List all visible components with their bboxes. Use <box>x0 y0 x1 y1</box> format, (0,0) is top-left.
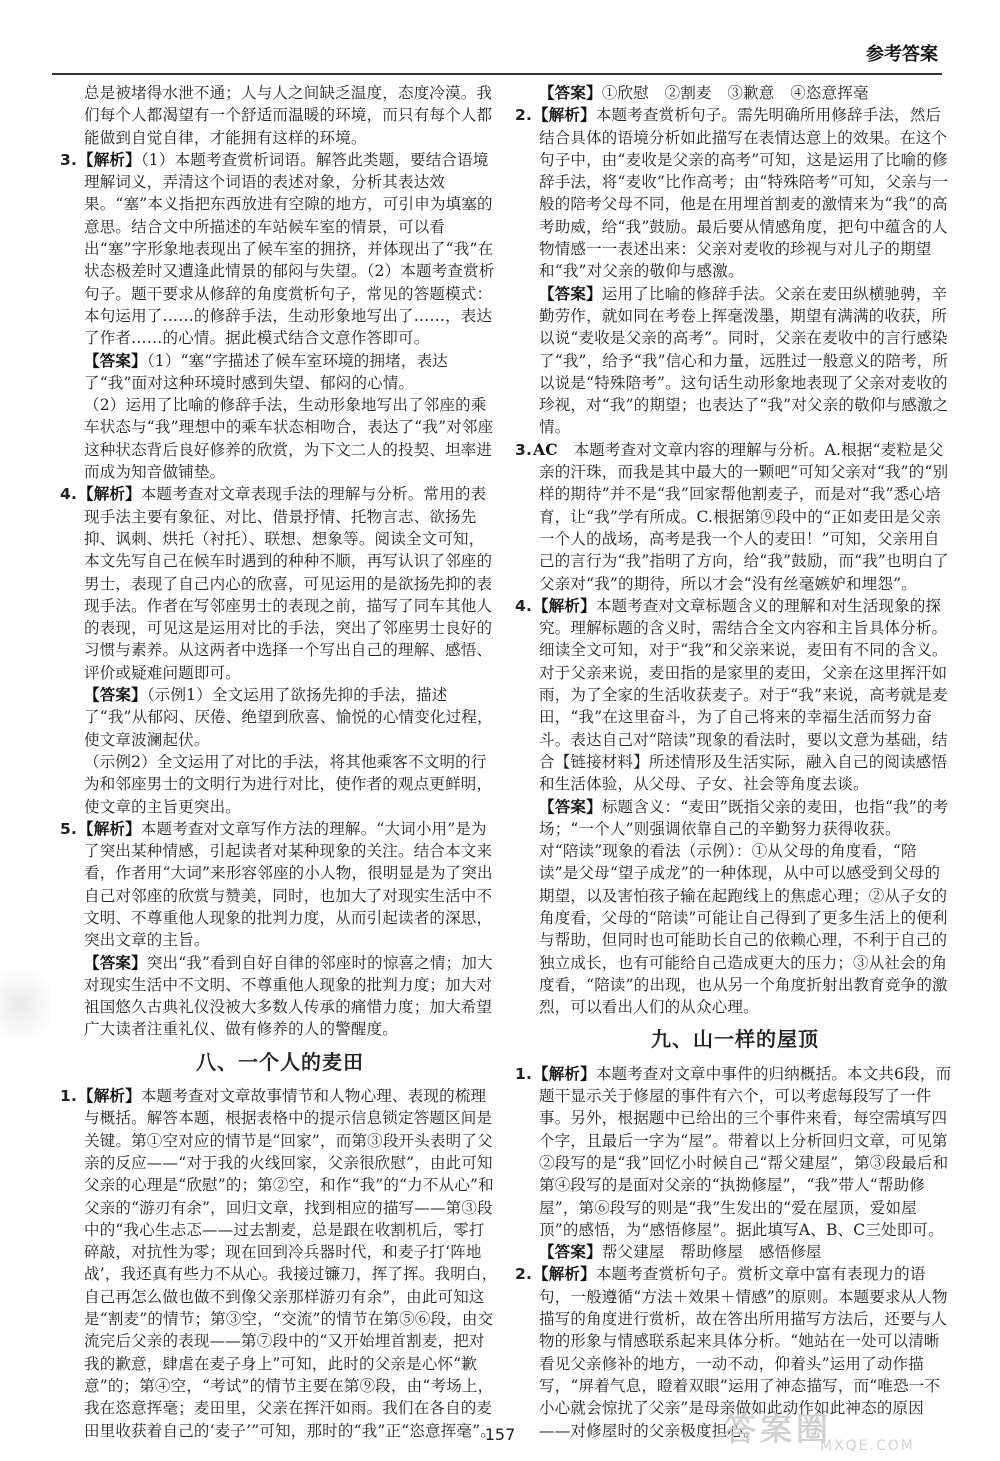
analysis-tag: 【解析】 <box>78 484 141 504</box>
question-number: 5. <box>60 819 78 838</box>
analysis-text: 本题考查对文章写作方法的理解。“大词小用”是为了突出某种情感，引起读者对某种现象的关注。结合本文来看，作者用“大词”来形容邻座的小人物，很明显是为了突出自己对邻座的欣赏与赞美，同时，也加大了对现实生活中不文明、不尊重他人现象的批判力度，从而引起读者的深思，突出文章的主旨。 <box>84 819 493 950</box>
analysis-text: 本题考查对文章标题含义的理解和对生活现象的探究。理解标题的含义时，需结合全文内容和主旨具体分析。细读全文可知，对于“我”和父亲来说，麦田有不同的含义。对于父亲来说，麦田指的是家里的麦田，父亲在这里挥汗如雨，为了全家的生活收获麦子。对于“我”来说，高考就是麦田，“我”在这里奋斗，为了自己将来的幸福生活而努力奋斗。表达自己对“陪读”现象的看法时，要以文意为基础，结合【链接材料】所述情形及生活实际，融入自己的阅读感悟和生活体验，从父母、子女、社会等角度去谈。 <box>539 596 948 794</box>
answer-block <box>60 684 500 751</box>
analysis-tag: 【解析】 <box>533 105 596 125</box>
left-column <box>60 82 500 1442</box>
analysis-tag: 【解析】 <box>78 818 141 838</box>
analysis-tag: 【解析】 <box>78 1086 141 1106</box>
s8-question-3 <box>515 439 955 595</box>
answer-block <box>515 796 955 841</box>
header-title: 参考答案 <box>866 44 938 65</box>
answer-tag: 【答案】 <box>84 952 147 972</box>
question-4-analysis <box>60 483 500 684</box>
answer-block-2: （示例2）全文运用了对比的手法，将其他乘客不文明的行为和邻座男士的文明行为进行对比，使作者的观点更鲜明，使文章的主旨更突出。 <box>84 752 493 816</box>
answer-text: 突出“我”看到自好自律的邻座时的惊喜之情；加大对现实生活中不文明、不尊重他人现象的批判力度；加大对祖国悠久古典礼仪没被大多数人传承的痛惜力度；加大希望广大读者注重礼仪、做有修养的人的警醒度。 <box>84 953 493 1039</box>
answer-text: ①欣慰 ②割麦 ③歉意 ④恣意挥毫 <box>601 84 869 102</box>
watermark-logo <box>724 1404 974 1454</box>
answer-block-2: 对“陪读”现象的看法（示例）：①从父母的角度看，“陪读”是父母“望子成龙”的一种体现，从中可以感受到父母的期望，以及害怕孩子输在起跑线上的焦虑心理；②从子女的角度看，父母的“陪读”可能让自己得到了更多生活上的便利与帮助，但同时也可能助长自己的依赖心理，不利于自己的独立成长，也有可能给自己造成更大的压力；③从社会的角度看，“陪读”的出现，也从另一个角度折射出教育竞争的激烈，可以看出人们的从众心理。 <box>539 842 948 1017</box>
header-rule <box>52 73 942 75</box>
watermark-main: 答案圈 <box>724 1410 833 1448</box>
question-number: 3. <box>515 440 533 459</box>
question-number: 3. <box>60 150 78 169</box>
analysis-text: 本题考查对文章内容的理解与分析。A.根据“麦粒是父亲的汗珠，而我是其中最大的一颗吧”可知父亲对“我”的“别样的期待”并不是“我”回家帮他割麦子，而是对“我”悉心培育，让“我”学有所成。C.根据第⑨段中的“正如麦田是父亲一个人的战场，高考是我一个人的麦田！”可知，父亲用自己的言行为“我”指明了方向，给“我”鼓励，而“我”也明白了父亲对“我”的期待，所以才会“没有丝毫嫉妒和埋怨”。 <box>539 440 949 593</box>
question-number: 1. <box>515 1064 533 1083</box>
section-title-9: 九、山一样的屋顶 <box>651 1027 819 1052</box>
answer-tag: 【答案】 <box>539 796 602 816</box>
watermark-url: MXQE.COM <box>820 1438 915 1454</box>
question-number: 4. <box>60 485 78 504</box>
answer-block <box>60 952 500 1041</box>
answer-tag: 【答案】 <box>84 685 147 705</box>
analysis-tag: 【解析】 <box>533 1063 596 1083</box>
page-number: 157 <box>484 1425 516 1444</box>
answer-block <box>515 283 955 439</box>
answer-block-2: （2）运用了比喻的修辞手法，生动形象地写出了邻座的乘车状态与“我”理想中的乘车状态相吻合，表达了“我”对邻座这种状态背后良好修养的欣赏，为下文二人的投契、坦率进而成为知音做铺垫。 <box>84 396 494 482</box>
analysis-text: 本题考查赏析句子。赏析文章中富有表现力的语句，一般遵循“方法＋效果＋情感”的原则。本题要求从人物描写的角度进行赏析，故在答出所用描写方法后，还要与人物的形象与情感联系起来具体分析。“她站在一处可以清晰看见父亲修补的地方，一动不动，仰着头”运用了动作描写，“屏着气息，瞪着双眼”运用了神态描写，而“唯恐一不小心就会惊扰了父亲”是母亲做如此动作如此神态的原因——对修屋时的父亲极度担心。 <box>539 1265 948 1440</box>
analysis-tag: 【解析】 <box>533 1264 596 1284</box>
question-number: 2. <box>515 1265 533 1284</box>
analysis-tag: 【解析】 <box>533 595 596 615</box>
answer-text: （示例1）全文运用了欲扬先抑的手法，描述了“我”从郁闷、厌倦、绝望到欣喜、愉悦的心情变化过程，使文章波澜起伏。 <box>84 686 493 749</box>
paragraph: 总是被堵得水泄不通；人与人之间缺乏温度，态度冷漠。我们每个人都渴望有一个舒适而温暖的环境，而只有每个人都能做到自觉自律，才能拥有这样的环境。 <box>84 84 493 147</box>
answer-text: 帮父建屋 帮助修屋 感悟修屋 <box>601 1243 822 1262</box>
analysis-text: 本题考查对文章中事件的归纳概括。本文共6段，而题干显示关于修屋的事件有六个，可以考虑每段写了一件事。另外，根据题中已给出的三个事件来看，每空需填写四个字，且最后一字为“屋”。带着以上分析回归文章，可见第②段写的是“我”回忆小时候自己“帮父建屋”，第③段最后和第④段写的是面对父亲的“执拗修屋”，“我”带人“帮助修屋”，第⑥段写的则是“我”生发出的“爱在屋顶，爱如屋顶”的感悟，为“感悟修屋”。据此填写A、B、C三处即可。 <box>539 1064 952 1239</box>
analysis-text: 本题考查对文章故事情节和人物心理、表现的梳理与概括。解答本题，根据表格中的提示信息锁定答题区间是关键。第①空对应的情节是“回家”，而第③段开头表明了父亲的反应——“对于我的火线回家，父亲很欣慰”，由此可知父亲的心理是“欣慰”的；第②空，和作“我”的“力不从心”和父亲的“游刃有余”，回归文章，找到相应的描写——第③段中的“我心生忐忑——过去割麦，总是跟在收割机后，零打碎敲，对抗性为零；现在回到冷兵器时代，和麦子打‘阵地战’，我还真有些力不从心。我接过镰刀，挥了挥。我明白，自己再怎么做也做不到像父亲那样游刃有余”，由此可知这是“割麦”的情节；第③空，“交流”的情节在第⑤⑥段，由交流完后父亲的表现——第⑦段中的“又开始埋首割麦，把对我的歉意，肆虐在麦子身上”可知，此时的父亲是心怀“歉意”的；第④空，“考试”的情节主要在第⑨段，由“考场上，我在恣意挥毫；麦田里，父亲在挥汗如雨。我们在各自的麦田里收获着自己的‘麦子’”可知，那时的“我”正“恣意挥毫”。 <box>84 1087 498 1440</box>
answer-choice: AC <box>533 439 558 459</box>
question-3-analysis <box>60 149 500 350</box>
answer-block <box>60 350 500 395</box>
answer-block <box>515 82 955 104</box>
analysis-tag: 【解析】 <box>78 149 141 169</box>
right-column <box>515 82 955 1442</box>
s8-question-4-analysis <box>515 595 955 796</box>
answer-text: 运用了比喻的修辞手法。父亲在麦田纵横驰骋，辛勤劳作，就如同在考卷上挥毫泼墨，期望有满满的收获，所以说“麦收是父亲的高考”。同时，父亲在麦收中的言行感染了“我”，给予“我”信心和力量，远胜过一般意义的陪考，所以说是“特殊陪考”。这句话生动形象地表现了父亲对麦收的珍视，对“我”的期望；也表达了“我”对父亲的敬仰与感激之情。 <box>539 284 949 437</box>
answer-text: （1）“塞”字描述了候车室环境的拥堵，表达了“我”面对这种环境时感到失望、郁闷的心情。 <box>84 351 448 392</box>
question-number: 2. <box>515 106 533 125</box>
section-title-8: 八、一个人的麦田 <box>196 1049 364 1074</box>
answer-tag: 【答案】 <box>539 83 602 102</box>
s8-question-1-analysis <box>60 1085 500 1442</box>
paper-stain <box>0 960 50 1050</box>
s8-question-2-analysis <box>515 104 955 282</box>
answer-tag: 【答案】 <box>539 1242 602 1262</box>
s9-question-1-analysis <box>515 1063 955 1241</box>
answer-tag: 【答案】 <box>84 350 147 370</box>
answer-tag: 【答案】 <box>539 283 602 303</box>
question-number: 1. <box>60 1087 78 1106</box>
analysis-text: 本题考查赏析句子。需先明确所用修辞手法，然后结合具体的语境分析如此描写在表情达意上的效果。在这个句子中，由“麦收是父亲的高考”可知，这是运用了比喻的修辞手法，将“麦收”比作高考；由“特殊陪考”可知，父亲与一般的陪考父母不同，他是在用埋首割麦的激情来为“我”的高考助威，给“我”鼓励。最后要从情感角度，把句中蕴含的人物情感一一表述出来：父亲对麦收的珍视与对儿子的期望和“我”对父亲的敬仰与感激。 <box>539 106 949 281</box>
answer-block <box>515 1241 955 1263</box>
question-5-analysis <box>60 818 500 952</box>
question-number: 4. <box>515 596 533 615</box>
analysis-text: 本题考查对文章表现手法的理解与分析。常用的表现手法主要有象征、对比、借景抒情、托物言志、欲扬先抑、讽刺、烘托（衬托）、联想、想象等。阅读全文可知，本文先写自己在候车时遇到的种种不顺，再写认识了邻座的男士，表现了自己内心的欣喜，可见运用的是欲扬先抑的表现手法。作者在写邻座男士的表现之前，描写了同车其他人的表现，可见这是运用对比的手法，突出了邻座男士良好的习惯与素养。从这两者中选择一个写出自己的理解、感悟、评价或疑难问题即可。 <box>84 485 493 682</box>
answer-text: 标题含义：“麦田”既指父亲的麦田，也指“我”的考场；“一个人”则强调依靠自己的辛勤努力获得收获。 <box>539 797 949 838</box>
analysis-text: （1）本题考查赏析词语。解答此类题，要结合语境理解词义，弄清这个词语的表述对象，分析其表达效果。“塞”本义指把东西放进有空隙的地方，可引申为填塞的意思。结合文中所描述的车站候车室的情景，可以看出“塞”字形象地表现出了候车室的拥挤，并体现出了“我”在状态极差时又遭逢此情景的郁闷与失望。（2）本题考查赏析句子。题干要求从修辞的角度赏析句子，常见的答题模式：本句运用了……的修辞手法，生动形象地写出了……，表达了作者……的心情。据此模式结合文意作答即可。 <box>84 150 495 348</box>
